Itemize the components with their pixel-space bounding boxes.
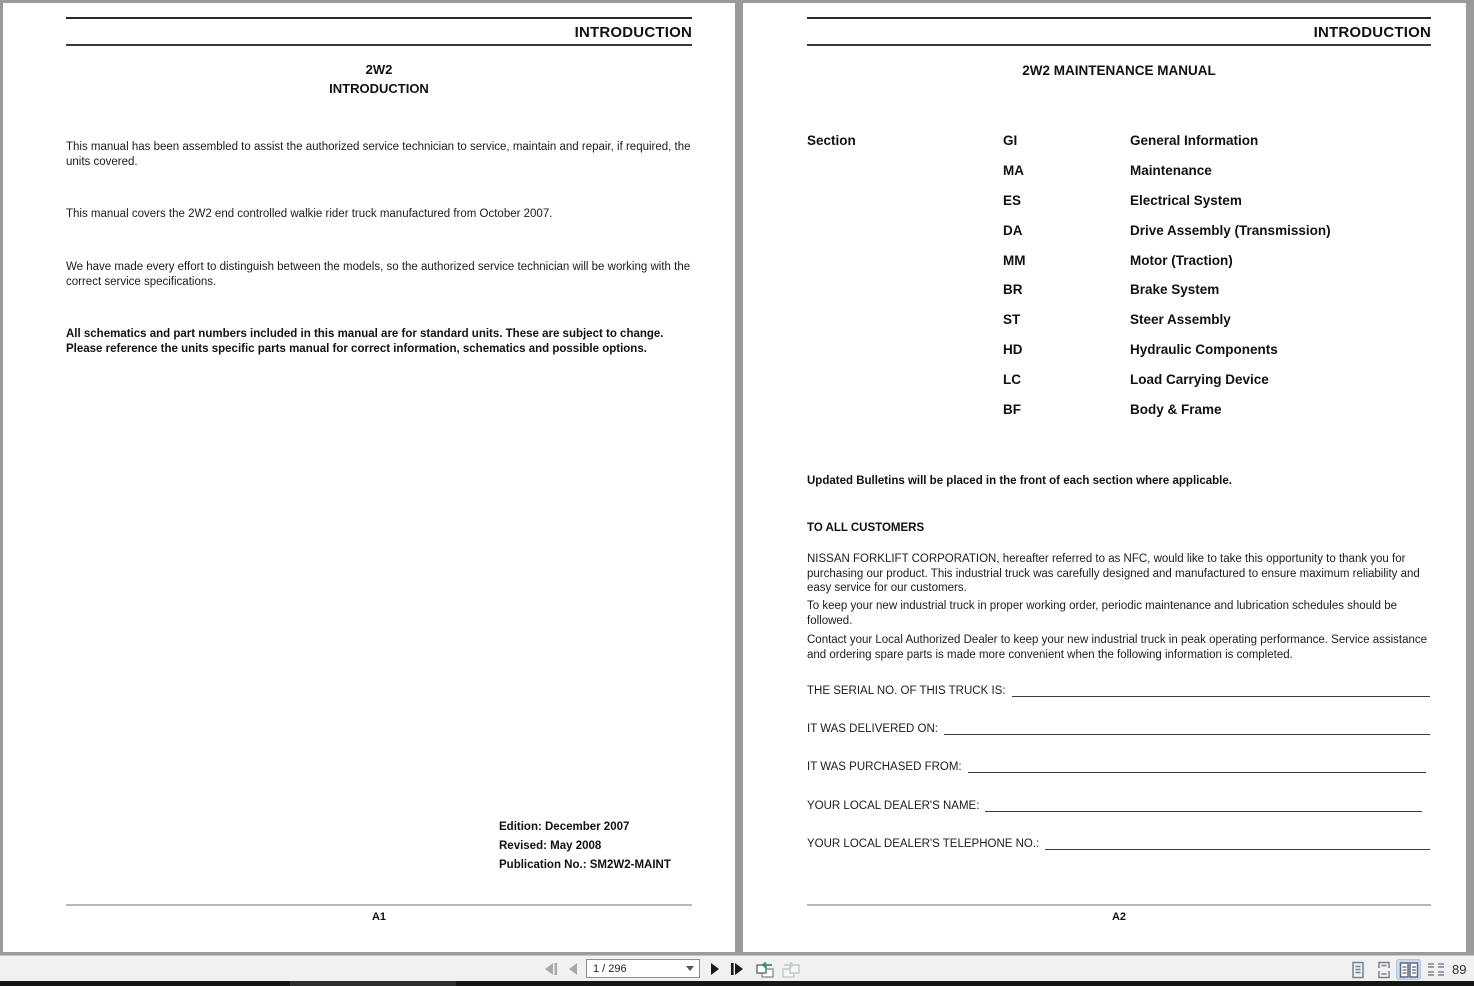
model-code: 2W2 [365, 62, 393, 77]
bottom-edge-bar [0, 981, 1474, 986]
single-page-view-icon [1347, 960, 1369, 980]
section-name: Hydraulic Components [1130, 342, 1278, 358]
two-page-continuous-view-icon [1424, 960, 1448, 980]
section-name: Brake System [1130, 282, 1220, 298]
form-label: IT WAS PURCHASED FROM: [807, 761, 962, 773]
left-page-title [66, 60, 692, 98]
page-number-value: 1 / 296 [593, 962, 627, 975]
last-page-button[interactable] [728, 961, 746, 977]
section-title: INTRODUCTION [329, 81, 429, 96]
blank-line [1045, 837, 1430, 850]
section-column-header: Section [807, 133, 856, 148]
section-row [807, 342, 1431, 372]
form-row-delivered-on [807, 720, 1430, 735]
zoom-level[interactable]: 89 [1452, 962, 1467, 977]
previous-view-button[interactable] [754, 961, 776, 977]
schematics-notice: All schematics and part numbers included in this manual are for standard units. These are subject to change. Please reference the units specific parts manual for correct information, schematics and possible options. [66, 328, 664, 355]
continuous-view-icon [1373, 960, 1395, 980]
last-page-icon [728, 961, 746, 977]
section-name: Load Carrying Device [1130, 372, 1269, 388]
section-code: DA [1003, 222, 1023, 238]
viewer-toolbar [0, 955, 1474, 981]
form-row-dealer-phone [807, 835, 1430, 850]
section-row [807, 402, 1431, 432]
intro-paragraph-2: This manual covers the 2W2 end controlled walkie rider truck manufactured from October 2007. [66, 208, 553, 220]
header-rule-bottom [807, 44, 1431, 46]
section-row [807, 163, 1431, 193]
edition-line: Edition: December 2007 [499, 821, 630, 833]
section-row [807, 193, 1431, 223]
section-code: ES [1003, 192, 1022, 208]
blank-line [968, 760, 1426, 773]
bottom-edge-segment [290, 981, 456, 986]
previous-page-icon [565, 961, 583, 977]
continuous-view-button[interactable] [1371, 959, 1396, 980]
document-page-left [3, 3, 735, 952]
section-name: Electrical System [1130, 192, 1242, 208]
intro-paragraph-3: We have made every effort to distinguish between the models, so the authorized service technician will be working with the correct service specifications. [66, 261, 691, 288]
first-page-icon [542, 961, 560, 977]
manual-title: 2W2 MAINTENANCE MANUAL [1022, 63, 1216, 78]
section-row [807, 372, 1431, 402]
next-page-icon [705, 961, 723, 977]
page-number-label: A2 [1111, 911, 1127, 923]
next-page-button[interactable] [705, 961, 723, 977]
form-row-dealer-name [807, 797, 1422, 812]
previous-page-button[interactable] [565, 961, 583, 977]
bulletin-note: Updated Bulletins will be placed in the front of each section where applicable. [807, 475, 1232, 487]
section-name: Body & Frame [1130, 402, 1222, 418]
document-page-right [743, 3, 1466, 952]
section-code: BF [1003, 402, 1021, 418]
section-name: Maintenance [1130, 162, 1212, 178]
edition-block [499, 818, 671, 875]
form-row-serial-no [807, 682, 1430, 697]
customers-paragraph-3: Contact your Local Authorized Dealer to keep your new industrial truck in peak operating performance. Service assistance and ordering spare parts is made more convenient when the following information is completed. [807, 634, 1428, 661]
section-code: LC [1003, 372, 1021, 388]
section-list [807, 133, 1431, 432]
section-row [807, 223, 1431, 253]
form-label: THE SERIAL NO. OF THIS TRUCK IS: [807, 685, 1006, 697]
blank-line [985, 799, 1422, 812]
form-label: YOUR LOCAL DEALER'S TELEPHONE NO.: [807, 838, 1040, 850]
section-code: GI [1003, 133, 1018, 148]
blank-line [1012, 684, 1430, 697]
page-number-input[interactable] [586, 959, 700, 978]
section-row [807, 282, 1431, 312]
publication-line: Publication No.: SM2W2-MAINT [499, 859, 671, 871]
previous-view-icon [754, 961, 776, 979]
section-name: Drive Assembly (Transmission) [1130, 222, 1331, 238]
chevron-down-icon [686, 966, 694, 971]
section-name: Steer Assembly [1130, 312, 1231, 328]
single-page-view-button[interactable] [1345, 959, 1370, 980]
page-header-title: INTRODUCTION [1313, 24, 1431, 41]
two-page-view-button[interactable] [1396, 959, 1421, 980]
page-header-title: INTRODUCTION [574, 24, 692, 41]
section-code: MA [1003, 162, 1024, 178]
section-code: BR [1003, 282, 1023, 298]
first-page-button[interactable] [542, 961, 560, 977]
form-label: YOUR LOCAL DEALER'S NAME: [807, 800, 980, 812]
customers-paragraph-1: NISSAN FORKLIFT CORPORATION, hereafter referred to as NFC, would like to take this opportunity to thank you for purchasing our product. This industrial truck was carefully designed and manufactured to ensure maximum reliability and easy service for our customers. [807, 553, 1420, 595]
section-row [807, 312, 1431, 342]
intro-paragraph-1: This manual has been assembled to assist the authorized service technician to service, maintain and repair, if required, the units covered. [66, 141, 691, 168]
footer-rule [807, 904, 1431, 906]
next-view-button[interactable] [780, 961, 802, 977]
header-rule-top [807, 17, 1431, 19]
section-row [807, 133, 1431, 163]
section-code: HD [1003, 342, 1023, 358]
header-rule-bottom [66, 44, 692, 46]
header-rule-top [66, 17, 692, 19]
section-name: General Information [1130, 133, 1259, 148]
two-page-continuous-view-button[interactable] [1423, 959, 1448, 980]
customers-heading: TO ALL CUSTOMERS [807, 522, 925, 534]
section-code: ST [1003, 312, 1021, 328]
revised-line: Revised: May 2008 [499, 840, 602, 852]
section-row [807, 253, 1431, 283]
blank-line [944, 722, 1430, 735]
next-view-icon [780, 961, 802, 979]
section-code: MM [1003, 252, 1026, 268]
form-label: IT WAS DELIVERED ON: [807, 723, 938, 735]
page-number-label: A1 [371, 911, 387, 923]
customers-paragraph-2: To keep your new industrial truck in proper working order, periodic maintenance and lubrication schedules should be followed. [807, 600, 1398, 627]
two-page-view-icon [1397, 960, 1421, 980]
form-row-purchased-from [807, 758, 1426, 773]
footer-rule [66, 904, 692, 906]
section-name: Motor (Traction) [1130, 252, 1233, 268]
